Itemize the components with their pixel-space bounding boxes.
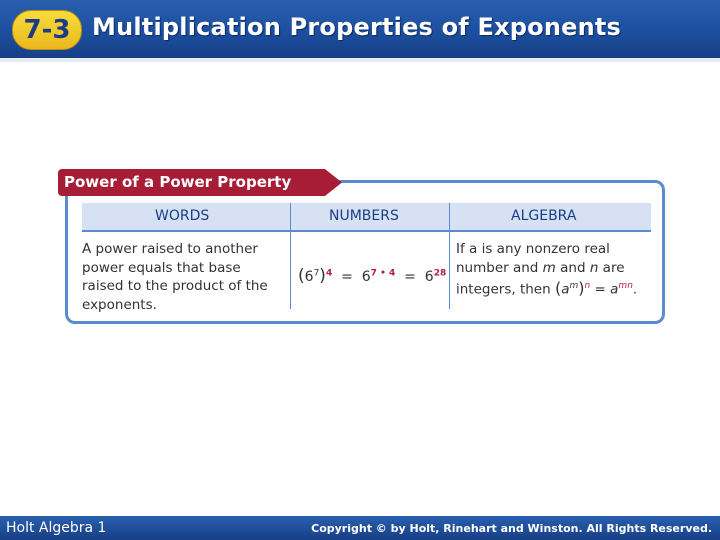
num-base: 6	[424, 269, 434, 285]
num-eq: =	[341, 269, 353, 285]
column-header-numbers: NUMBERS	[329, 208, 399, 224]
numbers-cell: $(6^7)^4 = 6^{7 • 4} = 6^{28}$	[298, 266, 447, 286]
words-line: raised to the product of the	[82, 278, 268, 294]
words-line: A power raised to another	[82, 241, 258, 257]
column-divider	[290, 203, 291, 309]
words-cell	[82, 240, 287, 314]
header-divider	[0, 58, 720, 62]
num-outer-exp: 4	[325, 268, 333, 279]
num-result-exp: 28	[433, 268, 447, 279]
algebra-line: number and m and n are	[456, 259, 625, 276]
footer-course: Holt Algebra 1	[6, 520, 107, 536]
num-base: 6	[361, 269, 371, 285]
words-line: power equals that base	[82, 259, 241, 276]
num-base: 6	[304, 269, 314, 285]
num-product-exp: 7 • 4	[370, 268, 396, 279]
column-header-algebra: ALGEBRA	[511, 208, 577, 224]
num-inner-exp: 7	[313, 268, 320, 279]
algebra-line: If a is any nonzero real	[456, 241, 610, 257]
algebra-cell	[456, 240, 656, 299]
column-divider	[449, 203, 450, 309]
num-eq: =	[404, 269, 416, 285]
footer-copyright: Copyright © by Holt, Rinehart and Winston. All Rights Reserved.	[311, 522, 712, 535]
property-tag-label: Power of a Power Property	[64, 173, 292, 191]
words-line: exponents.	[82, 296, 157, 313]
algebra-line: integers, then $(a^m)^n = a^{mn}$.	[456, 278, 638, 298]
page-title: Multiplication Properties of Exponents	[92, 13, 622, 41]
column-header-words: WORDS	[155, 208, 210, 224]
lesson-badge: 7-3	[12, 10, 82, 50]
